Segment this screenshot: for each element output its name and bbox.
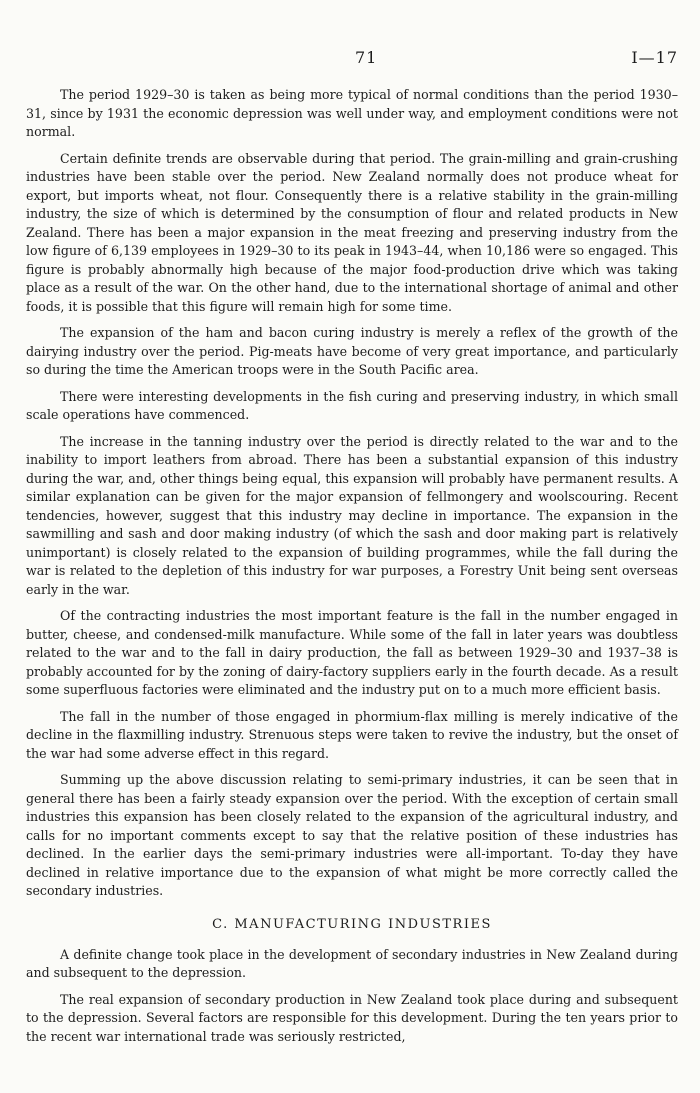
paragraph: The expansion of the ham and bacon curing industry is merely a reflex of the growth of the dairying industry over the period. Pig-meats have become of very great importance, and particularly so during the time the American troops were in the South Pacific area. <box>26 325 678 377</box>
body-text <box>26 86 678 1046</box>
page-number: 71 <box>355 48 378 67</box>
paragraph: Summing up the above discussion relating to semi-primary industries, it can be seen that in general there has been a fairly steady expansion over the period. With the exception of certain small industries this expansion has been closely related to the expansion of the agricultural industry, and calls for no important comments except to say that the relative position of these industries has declined. In the earlier days the semi-primary industries were all-important. To-day they have declined in relative importance due to the expansion of what might be more correctly called the secondary industries. <box>26 772 678 898</box>
paragraph: The period 1929–30 is taken as being more typical of normal conditions than the period 1930–31, since by 1931 the economic depression was well under way, and employment conditions were not normal. <box>26 87 678 139</box>
document-reference: I—17 <box>631 48 678 67</box>
section-heading: C. MANUFACTURING INDUSTRIES <box>212 916 492 932</box>
paragraph: Of the contracting industries the most important feature is the fall in the number engaged in butter, cheese, and condensed-milk manufacture. While some of the fall in later years was doubtless related to the war and to the fall in dairy production, the fall as between 1929–30 and 1937–38 is probably accounted for by the zoning of dairy-factory suppliers early in the fourth decade. As a result some superfluous factories were eliminated and the industry put on to a much more efficient basis. <box>26 608 678 697</box>
paragraph: A definite change took place in the development of secondary industries in New Zealand during and subsequent to the depression. <box>26 946 678 980</box>
paragraph: The fall in the number of those engaged in phormium-flax milling is merely indicative of the decline in the flaxmilling industry. Strenuous steps were taken to revive the industry, but the onset of the war had some adverse effect in this regard. <box>26 708 678 761</box>
paragraph: There were interesting developments in the fish curing and preserving industry, in which small scale operations have commenced. <box>26 388 678 422</box>
paragraph: The real expansion of secondary production in New Zealand took place during and subsequent to the depression. Several factors are responsible for this development. During the ten years prior to the recent war international trade was seriously restricted, <box>26 991 678 1044</box>
paragraph: Certain definite trends are observable during that period. The grain-milling and grain-crushing industries have been stable over the period. New Zealand normally does not produce wheat for export, but imports wheat, not flour. Consequently there is a relative stability in the grain-milling industry, the size of which is determined by the consumption of flour and related products in New Zealand. There has been a major expansion in the meat freezing and preserving industry from the low figure of 6,139 employees in 1929–30 to its peak in 1943–44, when 10,186 were so engaged. This figure is probably abnormally high because of the major food-production drive which was taking place as a result of the war. On the other hand, due to the international shortage of animal and other foods, it is possible that this figure will remain high for some time. <box>26 150 678 314</box>
paragraph: The increase in the tanning industry over the period is directly related to the war and to the inability to import leathers from abroad. There has been a substantial expansion of this industry during the war, and, other things being equal, this expansion will probably have permanent results. A similar explanation can be given for the major expansion of fellmongery and woolscouring. Recent tendencies, however, suggest that this industry may decline in importance. The expansion in the sawmilling and sash and door making industry (of which the sash and door making part is relatively unimportant) is closely related to the expansion of building programmes, while the fall during the war is related to the depletion of this industry for war purposes, a Forestry Unit being sent overseas early in the war. <box>26 433 678 597</box>
